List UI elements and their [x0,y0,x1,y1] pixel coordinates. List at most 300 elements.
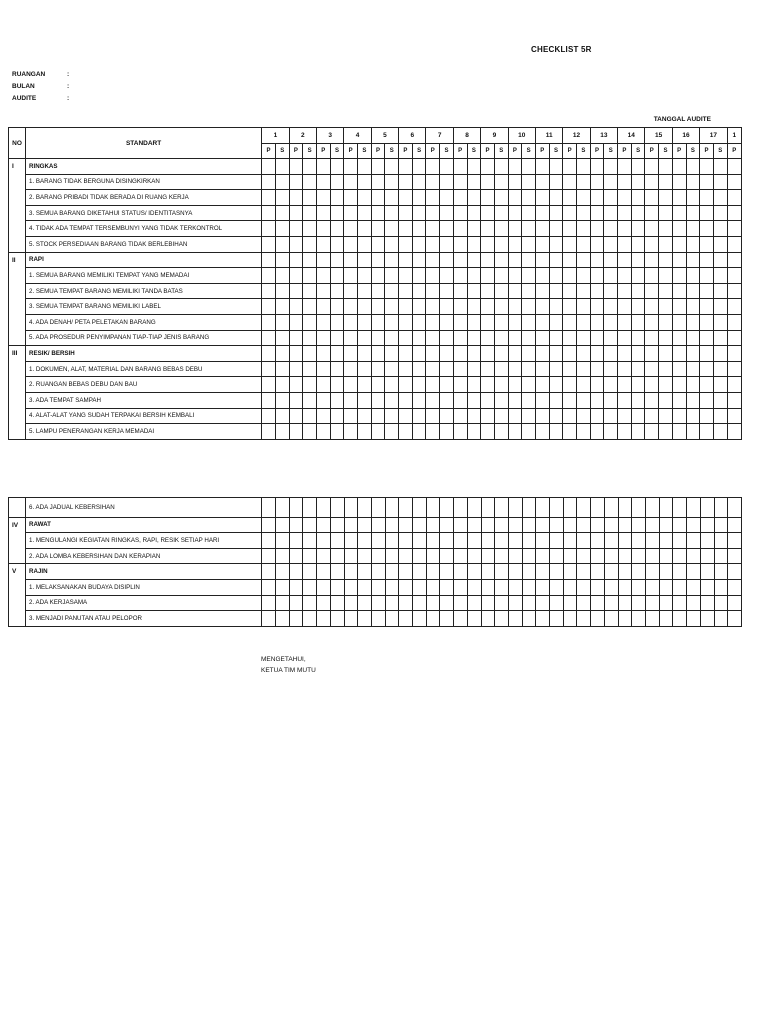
check-cell[interactable] [672,346,686,362]
check-cell[interactable] [618,159,632,175]
check-cell[interactable] [646,564,660,580]
check-cell[interactable] [590,314,604,330]
check-cell[interactable] [481,595,495,611]
check-cell[interactable] [303,268,317,284]
check-cell[interactable] [317,533,331,549]
check-cell[interactable] [289,190,303,206]
check-cell[interactable] [330,377,344,393]
check-cell[interactable] [536,498,550,518]
check-cell[interactable] [494,252,508,268]
check-cell[interactable] [413,498,427,518]
check-cell[interactable] [577,159,591,175]
check-cell[interactable] [549,314,563,330]
check-cell[interactable] [262,236,276,252]
check-cell[interactable] [604,314,618,330]
check-cell[interactable] [289,548,303,564]
check-cell[interactable] [289,252,303,268]
check-cell[interactable] [494,424,508,440]
check-cell[interactable] [371,579,385,595]
check-cell[interactable] [727,314,741,330]
check-cell[interactable] [316,221,330,237]
check-cell[interactable] [618,498,632,518]
check-cell[interactable] [330,159,344,175]
check-cell[interactable] [604,190,618,206]
check-cell[interactable] [618,190,632,206]
check-cell[interactable] [672,361,686,377]
check-cell[interactable] [467,159,481,175]
check-cell[interactable] [590,392,604,408]
check-cell[interactable] [577,252,591,268]
check-cell[interactable] [577,190,591,206]
check-cell[interactable] [618,377,632,393]
check-cell[interactable] [522,190,536,206]
check-cell[interactable] [522,159,536,175]
check-cell[interactable] [371,361,385,377]
check-cell[interactable] [303,236,317,252]
check-cell[interactable] [632,611,646,627]
check-cell[interactable] [494,330,508,346]
check-cell[interactable] [604,174,618,190]
check-cell[interactable] [590,174,604,190]
check-cell[interactable] [275,268,289,284]
check-cell[interactable] [275,283,289,299]
check-cell[interactable] [686,424,700,440]
check-cell[interactable] [590,252,604,268]
check-cell[interactable] [371,252,385,268]
check-cell[interactable] [426,205,440,221]
check-cell[interactable] [316,174,330,190]
check-cell[interactable] [590,268,604,284]
check-cell[interactable] [700,174,714,190]
check-cell[interactable] [412,221,426,237]
check-cell[interactable] [563,498,577,518]
check-cell[interactable] [344,392,358,408]
check-cell[interactable] [618,314,632,330]
check-cell[interactable] [467,314,481,330]
check-cell[interactable] [604,498,618,518]
check-cell[interactable] [494,236,508,252]
check-cell[interactable] [316,346,330,362]
check-cell[interactable] [549,252,563,268]
check-cell[interactable] [481,424,495,440]
check-cell[interactable] [563,564,577,580]
check-cell[interactable] [399,564,413,580]
check-cell[interactable] [535,190,549,206]
check-cell[interactable] [440,595,454,611]
check-cell[interactable] [481,392,495,408]
check-cell[interactable] [713,190,727,206]
check-cell[interactable] [262,159,276,175]
check-cell[interactable] [371,346,385,362]
check-cell[interactable] [672,299,686,315]
check-cell[interactable] [426,314,440,330]
check-cell[interactable] [399,377,413,393]
check-cell[interactable] [289,268,303,284]
check-cell[interactable] [659,174,673,190]
check-cell[interactable] [646,579,660,595]
check-cell[interactable] [522,579,536,595]
check-cell[interactable] [358,283,372,299]
check-cell[interactable] [618,408,632,424]
check-cell[interactable] [385,377,399,393]
check-cell[interactable] [303,498,317,518]
check-cell[interactable] [358,330,372,346]
check-cell[interactable] [399,498,413,518]
check-cell[interactable] [440,221,454,237]
check-cell[interactable] [522,498,536,518]
check-cell[interactable] [727,268,741,284]
check-cell[interactable] [604,377,618,393]
check-cell[interactable] [522,595,536,611]
check-cell[interactable] [522,564,536,580]
check-cell[interactable] [358,361,372,377]
check-cell[interactable] [727,205,741,221]
check-cell[interactable] [344,595,358,611]
check-cell[interactable] [550,595,564,611]
check-cell[interactable] [316,408,330,424]
check-cell[interactable] [522,424,536,440]
check-cell[interactable] [645,221,659,237]
check-cell[interactable] [385,564,399,580]
check-cell[interactable] [508,548,522,564]
check-cell[interactable] [590,408,604,424]
check-cell[interactable] [563,205,577,221]
check-cell[interactable] [467,595,481,611]
check-cell[interactable] [508,564,522,580]
check-cell[interactable] [289,517,303,533]
check-cell[interactable] [687,595,701,611]
check-cell[interactable] [440,283,454,299]
check-cell[interactable] [467,346,481,362]
check-cell[interactable] [672,377,686,393]
check-cell[interactable] [426,346,440,362]
check-cell[interactable] [522,533,536,549]
check-cell[interactable] [371,611,385,627]
check-cell[interactable] [646,611,660,627]
check-cell[interactable] [316,330,330,346]
check-cell[interactable] [535,268,549,284]
check-cell[interactable] [262,517,276,533]
check-cell[interactable] [330,314,344,330]
check-cell[interactable] [358,611,372,627]
check-cell[interactable] [440,579,454,595]
check-cell[interactable] [522,330,536,346]
check-cell[interactable] [426,611,440,627]
check-cell[interactable] [467,174,481,190]
check-cell[interactable] [659,392,673,408]
check-cell[interactable] [289,299,303,315]
check-cell[interactable] [577,377,591,393]
check-cell[interactable] [275,299,289,315]
check-cell[interactable] [645,346,659,362]
check-cell[interactable] [563,517,577,533]
check-cell[interactable] [481,408,495,424]
check-cell[interactable] [467,236,481,252]
check-cell[interactable] [358,548,372,564]
check-cell[interactable] [604,159,618,175]
check-cell[interactable] [646,595,660,611]
check-cell[interactable] [262,190,276,206]
check-cell[interactable] [508,314,522,330]
check-cell[interactable] [700,299,714,315]
check-cell[interactable] [481,579,495,595]
check-cell[interactable] [399,283,413,299]
check-cell[interactable] [673,533,687,549]
check-cell[interactable] [385,174,399,190]
check-cell[interactable] [604,548,618,564]
check-cell[interactable] [563,283,577,299]
check-cell[interactable] [481,377,495,393]
check-cell[interactable] [494,159,508,175]
check-cell[interactable] [344,533,358,549]
check-cell[interactable] [440,361,454,377]
check-cell[interactable] [590,283,604,299]
check-cell[interactable] [604,392,618,408]
check-cell[interactable] [727,174,741,190]
check-cell[interactable] [728,595,742,611]
check-cell[interactable] [481,190,495,206]
check-cell[interactable] [467,205,481,221]
check-cell[interactable] [659,190,673,206]
check-cell[interactable] [467,564,481,580]
check-cell[interactable] [399,236,413,252]
check-cell[interactable] [604,221,618,237]
check-cell[interactable] [577,314,591,330]
check-cell[interactable] [645,283,659,299]
check-cell[interactable] [467,533,481,549]
check-cell[interactable] [426,548,440,564]
check-cell[interactable] [467,611,481,627]
check-cell[interactable] [426,564,440,580]
check-cell[interactable] [426,595,440,611]
check-cell[interactable] [604,268,618,284]
check-cell[interactable] [412,205,426,221]
check-cell[interactable] [303,408,317,424]
check-cell[interactable] [276,517,290,533]
check-cell[interactable] [412,424,426,440]
check-cell[interactable] [494,314,508,330]
check-cell[interactable] [481,533,495,549]
check-cell[interactable] [577,299,591,315]
check-cell[interactable] [399,174,413,190]
check-cell[interactable] [275,377,289,393]
check-cell[interactable] [508,159,522,175]
check-cell[interactable] [550,564,564,580]
check-cell[interactable] [577,498,591,518]
check-cell[interactable] [371,283,385,299]
check-cell[interactable] [508,517,522,533]
check-cell[interactable] [549,392,563,408]
check-cell[interactable] [631,299,645,315]
check-cell[interactable] [440,314,454,330]
check-cell[interactable] [618,424,632,440]
check-cell[interactable] [371,330,385,346]
check-cell[interactable] [563,236,577,252]
check-cell[interactable] [330,190,344,206]
check-cell[interactable] [303,174,317,190]
check-cell[interactable] [494,392,508,408]
check-cell[interactable] [330,533,344,549]
check-cell[interactable] [522,377,536,393]
check-cell[interactable] [371,299,385,315]
check-cell[interactable] [412,236,426,252]
check-cell[interactable] [467,377,481,393]
check-cell[interactable] [577,408,591,424]
check-cell[interactable] [632,517,646,533]
check-cell[interactable] [371,377,385,393]
check-cell[interactable] [727,330,741,346]
check-cell[interactable] [713,314,727,330]
check-cell[interactable] [631,392,645,408]
check-cell[interactable] [481,361,495,377]
check-cell[interactable] [440,174,454,190]
check-cell[interactable] [700,392,714,408]
check-cell[interactable] [426,579,440,595]
check-cell[interactable] [535,205,549,221]
check-cell[interactable] [276,564,290,580]
check-cell[interactable] [714,548,728,564]
check-cell[interactable] [317,517,331,533]
check-cell[interactable] [426,252,440,268]
check-cell[interactable] [399,190,413,206]
check-cell[interactable] [549,299,563,315]
check-cell[interactable] [659,533,673,549]
check-cell[interactable] [453,361,467,377]
check-cell[interactable] [577,283,591,299]
check-cell[interactable] [358,221,372,237]
check-cell[interactable] [412,283,426,299]
check-cell[interactable] [440,299,454,315]
check-cell[interactable] [700,611,714,627]
check-cell[interactable] [549,205,563,221]
check-cell[interactable] [645,174,659,190]
check-cell[interactable] [453,377,467,393]
check-cell[interactable] [262,346,276,362]
check-cell[interactable] [700,330,714,346]
check-cell[interactable] [618,548,632,564]
check-cell[interactable] [358,346,372,362]
check-cell[interactable] [508,611,522,627]
check-cell[interactable] [631,346,645,362]
check-cell[interactable] [618,236,632,252]
check-cell[interactable] [494,346,508,362]
check-cell[interactable] [618,174,632,190]
check-cell[interactable] [508,579,522,595]
check-cell[interactable] [700,517,714,533]
check-cell[interactable] [522,392,536,408]
check-cell[interactable] [591,533,605,549]
check-cell[interactable] [577,392,591,408]
check-cell[interactable] [481,159,495,175]
check-cell[interactable] [412,268,426,284]
check-cell[interactable] [358,159,372,175]
check-cell[interactable] [262,205,276,221]
check-cell[interactable] [316,361,330,377]
check-cell[interactable] [275,330,289,346]
check-cell[interactable] [700,159,714,175]
check-cell[interactable] [289,361,303,377]
check-cell[interactable] [686,299,700,315]
check-cell[interactable] [672,314,686,330]
check-cell[interactable] [536,595,550,611]
check-cell[interactable] [316,268,330,284]
check-cell[interactable] [591,498,605,518]
check-cell[interactable] [275,221,289,237]
check-cell[interactable] [303,314,317,330]
check-cell[interactable] [535,283,549,299]
check-cell[interactable] [399,548,413,564]
check-cell[interactable] [577,579,591,595]
check-cell[interactable] [686,346,700,362]
check-cell[interactable] [700,548,714,564]
check-cell[interactable] [316,205,330,221]
check-cell[interactable] [426,190,440,206]
check-cell[interactable] [426,361,440,377]
check-cell[interactable] [453,221,467,237]
check-cell[interactable] [659,330,673,346]
check-cell[interactable] [713,377,727,393]
check-cell[interactable] [371,190,385,206]
check-cell[interactable] [714,564,728,580]
check-cell[interactable] [399,268,413,284]
check-cell[interactable] [385,283,399,299]
check-cell[interactable] [413,517,427,533]
check-cell[interactable] [577,424,591,440]
check-cell[interactable] [727,252,741,268]
check-cell[interactable] [385,346,399,362]
check-cell[interactable] [522,268,536,284]
check-cell[interactable] [371,221,385,237]
check-cell[interactable] [426,221,440,237]
check-cell[interactable] [659,314,673,330]
check-cell[interactable] [672,190,686,206]
check-cell[interactable] [727,236,741,252]
check-cell[interactable] [440,392,454,408]
check-cell[interactable] [440,408,454,424]
check-cell[interactable] [358,408,372,424]
check-cell[interactable] [467,392,481,408]
check-cell[interactable] [467,330,481,346]
check-cell[interactable] [412,252,426,268]
check-cell[interactable] [535,408,549,424]
check-cell[interactable] [618,283,632,299]
check-cell[interactable] [535,424,549,440]
check-cell[interactable] [590,377,604,393]
check-cell[interactable] [413,579,427,595]
check-cell[interactable] [495,595,509,611]
check-cell[interactable] [262,408,276,424]
check-cell[interactable] [275,424,289,440]
check-cell[interactable] [276,595,290,611]
check-cell[interactable] [426,236,440,252]
check-cell[interactable] [659,548,673,564]
check-cell[interactable] [344,424,358,440]
check-cell[interactable] [412,361,426,377]
check-cell[interactable] [508,392,522,408]
check-cell[interactable] [371,392,385,408]
check-cell[interactable] [728,517,742,533]
check-cell[interactable] [494,377,508,393]
check-cell[interactable] [714,595,728,611]
check-cell[interactable] [713,424,727,440]
check-cell[interactable] [385,268,399,284]
check-cell[interactable] [358,252,372,268]
check-cell[interactable] [645,361,659,377]
check-cell[interactable] [316,377,330,393]
check-cell[interactable] [358,205,372,221]
check-cell[interactable] [631,159,645,175]
check-cell[interactable] [686,190,700,206]
